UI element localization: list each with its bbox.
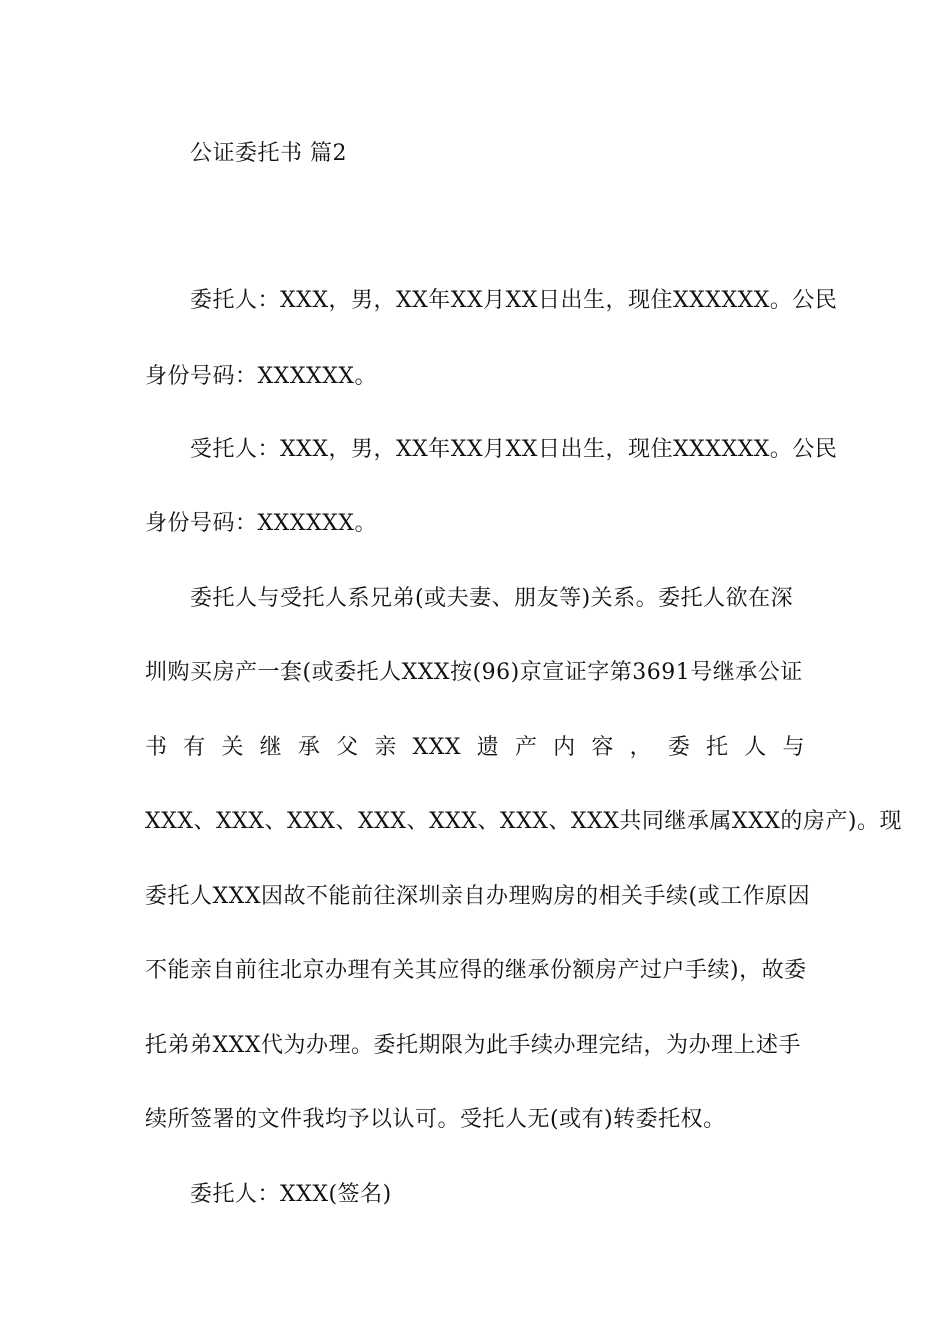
- line-word: XXX: [412, 735, 462, 760]
- paragraph-line: XXX、XXX、XXX、XXX、XXX、XXX、XXX共同继承属XXX的房产)。现: [145, 809, 902, 834]
- line-word: ，: [629, 735, 653, 760]
- signature-line: 委托人：XXX(签名): [190, 1182, 392, 1207]
- line-word: 委: [667, 735, 691, 760]
- paragraph-line: 托弟弟XXX代为办理。委托期限为此手续办理完结，为办理上述手: [145, 1033, 801, 1058]
- paragraph-line: 圳购买房产一套(或委托人XXX按(96)京宣证字第3691号继承公证: [145, 660, 803, 685]
- line-word: 容: [591, 735, 614, 760]
- paragraph-line: 身份号码：XXXXXX。: [145, 364, 377, 389]
- document-title: 公证委托书 篇2: [190, 141, 347, 166]
- paragraph-line: 身份号码：XXXXXX。: [145, 511, 377, 536]
- line-word: 遗: [476, 735, 500, 760]
- paragraph-line: 委托人与受托人系兄弟(或夫妻、朋友等)关系。委托人欲在深: [190, 586, 794, 611]
- justified-paragraph-line: [145, 733, 805, 763]
- line-word: 父: [336, 735, 359, 760]
- line-word: 产: [514, 735, 538, 760]
- paragraph-line: 委托人：XXX，男，XX年XX月XX日出生，现住XXXXXX。公民: [190, 288, 838, 313]
- paragraph-line: 续所签署的文件我均予以认可。受托人无(或有)转委托权。: [145, 1107, 726, 1132]
- paragraph-line: 受托人：XXX，男，XX年XX月XX日出生，现住XXXXXX。公民: [190, 437, 838, 462]
- line-word: 书: [145, 735, 168, 760]
- paragraph-line: 不能亲自前往北京办理有关其应得的继承份额房产过户手续)，故委: [145, 958, 807, 983]
- line-word: 内: [553, 735, 576, 760]
- line-word: 继: [259, 735, 283, 760]
- line-word: 有: [183, 735, 206, 760]
- line-word: 人: [744, 735, 767, 760]
- line-word: 承: [297, 735, 321, 760]
- paragraph-line: 委托人XXX因故不能前往深圳亲自办理购房的相关手续(或工作原因: [145, 884, 811, 909]
- line-word: 与: [782, 735, 805, 760]
- line-word: 关: [221, 735, 244, 760]
- line-word: 亲: [374, 735, 397, 760]
- line-word: 托: [706, 735, 729, 760]
